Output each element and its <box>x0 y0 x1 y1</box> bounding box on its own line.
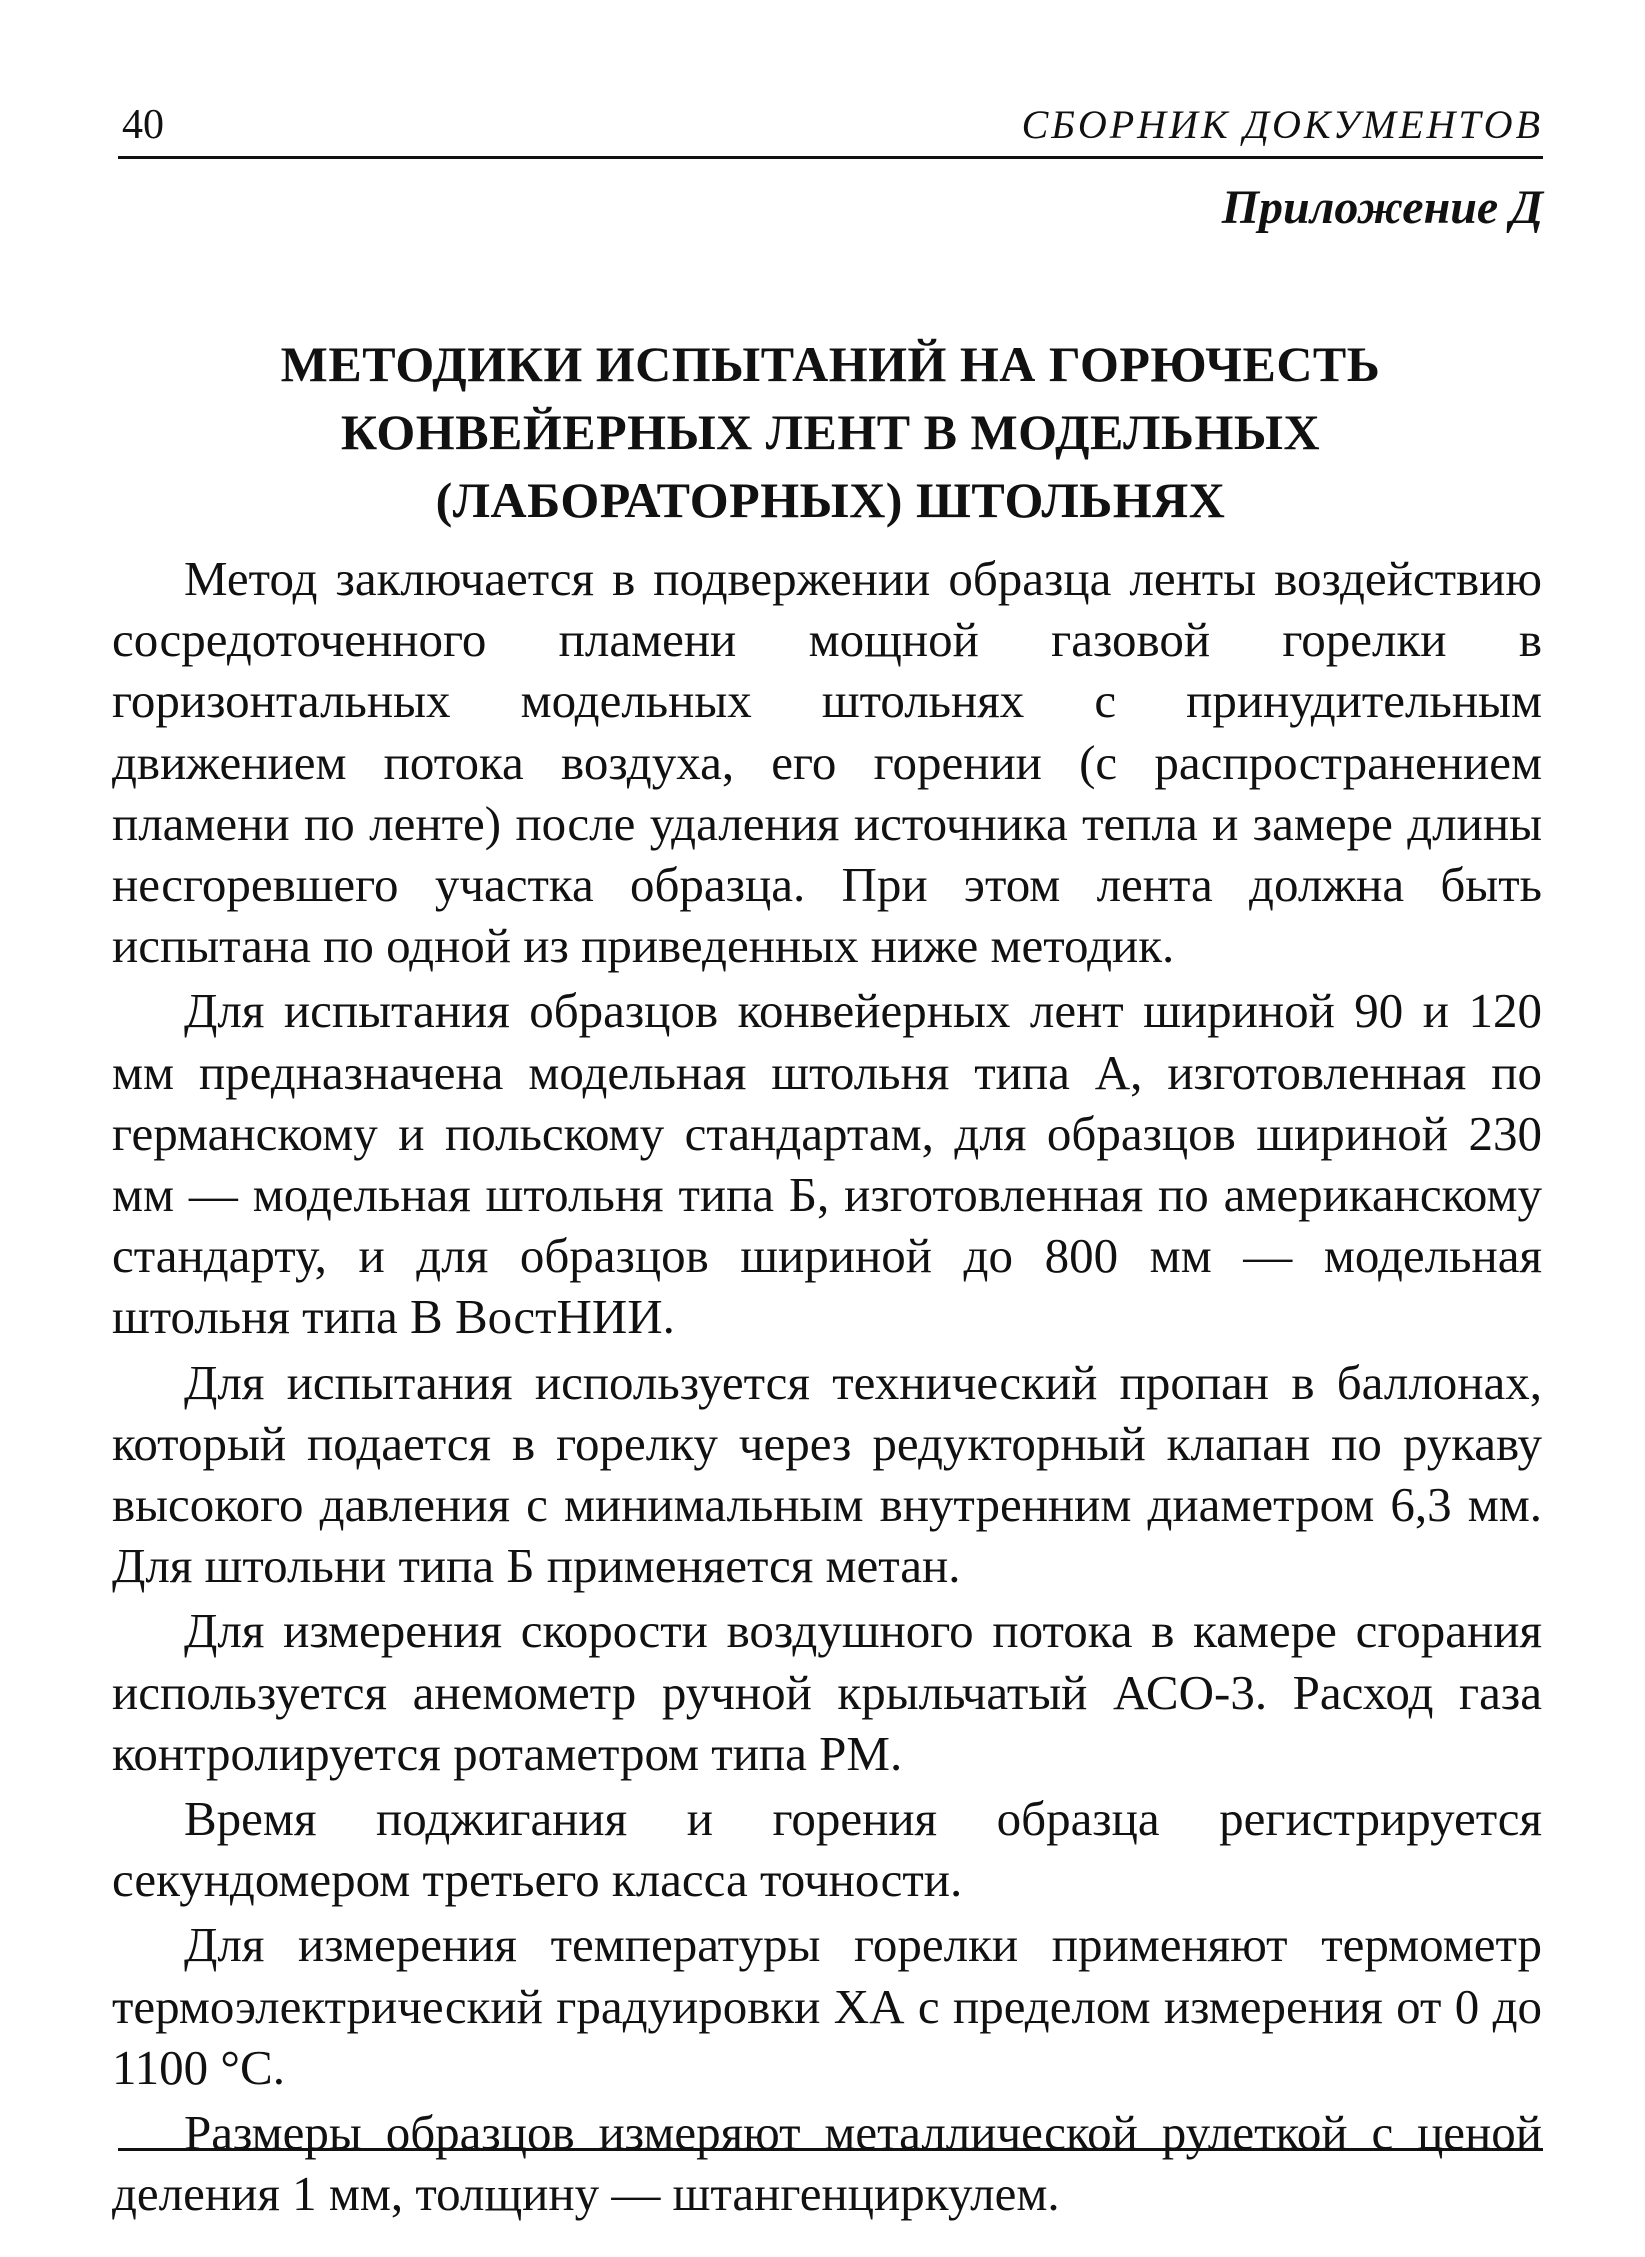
running-title: СБОРНИК ДОКУМЕНТОВ <box>1021 102 1543 147</box>
body-text <box>112 548 1542 2228</box>
title-line: (ЛАБОРАТОРНЫХ) ШТОЛЬНЯХ <box>435 472 1226 528</box>
footer-rule <box>118 2148 1543 2151</box>
paragraph: Время поджигания и горения образца регистрируется секундомером третьего класса точности. <box>112 1791 1542 1908</box>
paragraph: Для измерения скорости воздушного потока в камере сгорания используется анемометр ручной крыльчатый АСО-3. Расход газа контролируется ротаметром типа РМ. <box>112 1603 1542 1781</box>
paragraph: Для измерения температуры горелки применяют термометр термоэлектрический градуировки ХА с пределом измерения от 0 до 1100 °С. <box>112 1917 1542 2095</box>
paragraph: Размеры образцов измеряют металлической рулеткой с ценой деления 1 мм, толщину — штангенциркулем. <box>112 2105 1542 2222</box>
paragraph: Для испытания используется технический пропан в баллонах, который подается в горелку через редукторный клапан по рукаву высокого давления с минимальным внутренним диаметром 6,3 мм. Для штольни типа Б применяется метан. <box>112 1354 1542 1594</box>
document-title <box>118 330 1543 534</box>
page-number: 40 <box>122 102 164 148</box>
paragraph: Метод заключается в подвержении образца ленты воздействию сосредоточенного пламени мощной газовой горелки в горизонтальных модельных штольнях с принудительным движением потока воздуха, его горении (с распространением пламени по ленте) после удаления источника тепла и замере длины несгоревшего участка образца. При этом лента должна быть испытана по одной из приведенных ниже методик. <box>112 551 1542 974</box>
title-line: КОНВЕЙЕРНЫХ ЛЕНТ В МОДЕЛЬНЫХ <box>340 404 1321 460</box>
title-line: МЕТОДИКИ ИСПЫТАНИЙ НА ГОРЮЧЕСТЬ <box>280 336 1381 392</box>
paragraph: Для испытания образцов конвейерных лент шириной 90 и 120 мм предназначена модельная штольня типа А, изготовленная по германскому и польскому стандартам, для образцов шириной 230 мм — модельная штольня типа Б, изготовленная по американскому стандарту, и для образцов шириной до 800 мм — модельная штольня типа В ВостНИИ. <box>112 983 1542 1345</box>
appendix-label: Приложение Д <box>1221 181 1543 234</box>
page-header <box>118 96 1543 159</box>
